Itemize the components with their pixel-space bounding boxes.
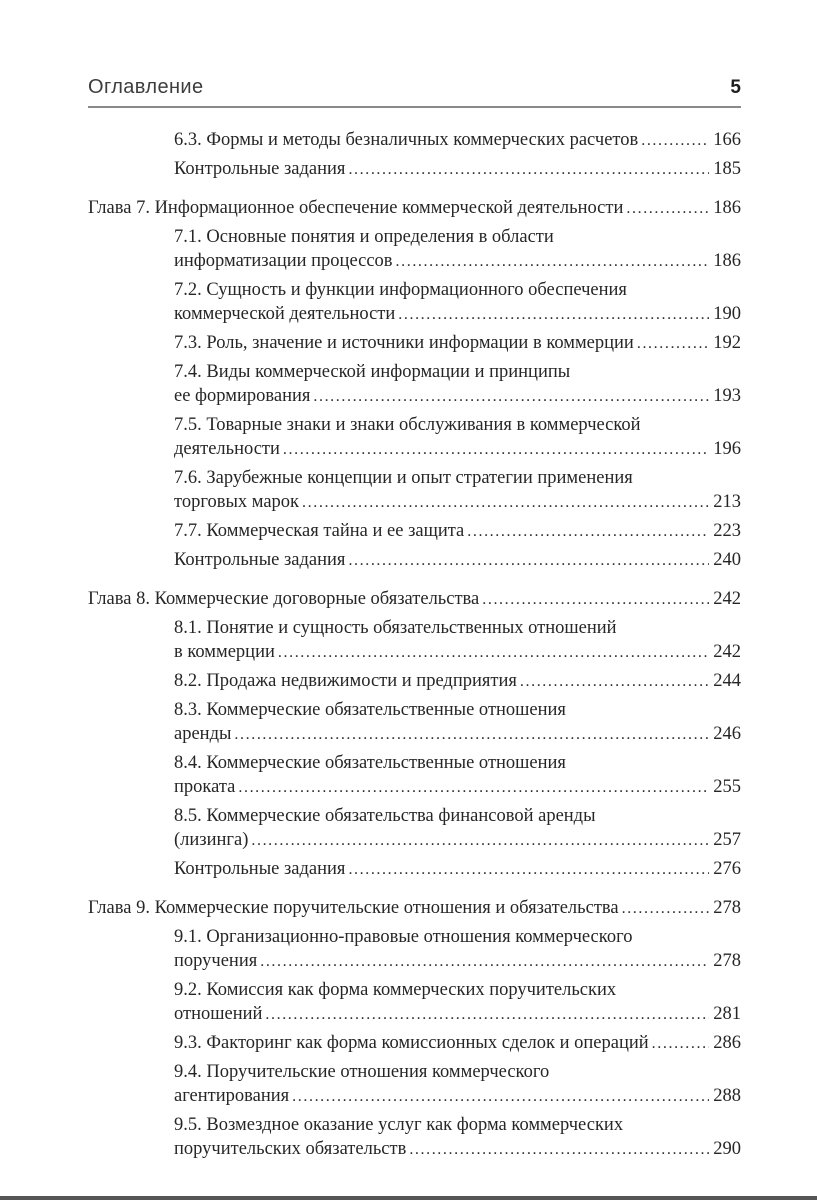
toc-page-number: 223 [713,521,741,541]
toc-entry-text: 7.7. Коммерческая тайна и ее защита [174,521,465,541]
toc-section-entry [174,616,741,665]
toc-entry-row [88,196,741,221]
dot-leader [652,1031,710,1056]
toc-entry-row [174,1031,741,1056]
toc-entry-text: Контрольные задания [174,159,346,179]
toc-entry-row [174,157,741,182]
toc-entry-text: 9.3. Факторинг как форма комиссионных сделок и операций [174,1033,649,1053]
toc-entry-text: агентирования [174,1086,290,1106]
toc-page-number: 278 [713,951,741,971]
toc-entry-text: проката [174,777,236,797]
toc-page-number: 192 [713,333,741,353]
toc-entry-text: 8.4. Коммерческие обязательственные отношения [174,753,566,773]
toc-section-entry [174,751,741,800]
toc-entry-row [174,490,741,515]
dot-leader [637,331,709,356]
toc-page-number: 255 [713,777,741,797]
dot-leader [260,949,709,974]
toc-entry-row [174,302,741,327]
toc-section-entry [174,360,741,409]
dot-leader [520,669,709,694]
toc-page-number: 186 [713,198,741,218]
dot-leader [409,1137,709,1162]
dot-leader [467,519,709,544]
toc-entry-text: 7.4. Виды коммерческой информации и принципы [174,362,571,382]
toc-entry-text: Контрольные задания [174,550,346,570]
toc-entry-text: 8.5. Коммерческие обязательства финансовой аренды [174,806,596,826]
toc-entry-text: поручительских обязательств [174,1139,407,1159]
dot-leader [292,1084,709,1109]
toc-page-number: 244 [713,671,741,691]
toc-entry-row [174,1084,741,1109]
toc-page-number: 257 [713,830,741,850]
toc-entry-row [174,722,741,747]
toc-page-number: 286 [713,1033,741,1053]
table-of-contents [88,128,741,1166]
toc-chapter-entry [88,896,741,921]
toc-entry-text: 8.2. Продажа недвижимости и предприятия [174,671,517,691]
toc-entry-text: 9.1. Организационно-правовые отношения коммерческого [174,927,633,947]
toc-entry-row [174,331,741,356]
toc-entry-row [174,519,741,544]
toc-section-entry [174,1060,741,1109]
toc-entry-row [174,775,741,800]
toc-entry-text: информатизации процессов [174,251,393,271]
dot-leader [641,128,709,153]
toc-entry-text: отношений [174,1004,263,1024]
toc-section-entry [174,128,741,153]
toc-page-number: 246 [713,724,741,744]
toc-entry-row [174,128,741,153]
toc-section-entry [174,804,741,853]
toc-entry-row [174,1002,741,1027]
toc-section-entry [174,466,741,515]
toc-section-entry [174,225,741,274]
dot-leader [348,548,709,573]
toc-entry-row [174,828,741,853]
toc-entry-text: деятельности [174,439,280,459]
toc-entry-text: Контрольные задания [174,859,346,879]
dot-leader [283,437,709,462]
dot-leader [396,249,710,274]
page-edge [0,1196,817,1200]
toc-section-entry [174,978,741,1027]
dot-leader [622,896,710,921]
toc-page-number: 213 [713,492,741,512]
toc-entry-row [174,249,741,274]
toc-section-entry [174,413,741,462]
page-header [88,76,741,108]
toc-entry-text: Глава 7. Информационное обеспечение коммерческой деятельности [88,198,624,218]
toc-entry-text: (лизинга) [174,830,249,850]
toc-page-number: 281 [713,1004,741,1024]
toc-section-entry [174,669,741,694]
toc-entry-text: 7.6. Зарубежные концепции и опыт стратегии применения [174,468,633,488]
page-number: 5 [730,77,741,98]
toc-page-number: 186 [713,251,741,271]
toc-section-entry [174,925,741,974]
toc-entry-row [174,437,741,462]
toc-entry-text: торговых марок [174,492,300,512]
toc-entry-text: 9.4. Поручительские отношения коммерческого [174,1062,550,1082]
toc-entry-text: 7.3. Роль, значение и источники информации в коммерции [174,333,634,353]
dot-leader [251,828,709,853]
toc-page-number: 193 [713,386,741,406]
dot-leader [278,640,709,665]
toc-chapter-entry [88,196,741,221]
toc-section-entry [174,157,741,182]
dot-leader [482,587,709,612]
toc-section-entry [174,278,741,327]
toc-entry-row [174,1137,741,1162]
toc-page-number: 242 [713,589,741,609]
dot-leader [234,722,709,747]
toc-section-entry [174,698,741,747]
toc-entry-text: ее формирования [174,386,311,406]
toc-entry-text: 7.5. Товарные знаки и знаки обслуживания в коммерческой [174,415,641,435]
toc-entry-text: 6.3. Формы и методы безналичных коммерческих расчетов [174,130,639,150]
toc-entry-row [174,640,741,665]
toc-page-number: 185 [713,159,741,179]
toc-page-number: 290 [713,1139,741,1159]
toc-page-number: 242 [713,642,741,662]
toc-entry-text: в коммерции [174,642,275,662]
toc-entry-text: 7.1. Основные понятия и определения в области [174,227,554,247]
dot-leader [626,196,709,221]
toc-section-entry [174,1113,741,1162]
toc-entry-text: коммерческой деятельности [174,304,396,324]
toc-section-entry [174,331,741,356]
toc-page-number: 190 [713,304,741,324]
toc-entry-row [174,669,741,694]
toc-entry-text: 9.2. Комиссия как форма коммерческих поручительских [174,980,617,1000]
toc-entry-text: поручения [174,951,258,971]
dot-leader [302,490,709,515]
toc-page-number: 278 [713,898,741,918]
toc-section-entry [174,548,741,573]
toc-entry-row [174,384,741,409]
toc-page-number: 196 [713,439,741,459]
toc-entry-row [88,587,741,612]
toc-entry-text: 7.2. Сущность и функции информационного обеспечения [174,280,627,300]
toc-page-number: 288 [713,1086,741,1106]
dot-leader [398,302,709,327]
toc-entry-text: 9.5. Возмездное оказание услуг как форма коммерческих [174,1115,624,1135]
toc-page-number: 240 [713,550,741,570]
toc-entry-row [88,896,741,921]
toc-section-entry [174,1031,741,1056]
toc-entry-text: аренды [174,724,232,744]
toc-entry-row [174,949,741,974]
toc-chapter-entry [88,587,741,612]
toc-section-entry [174,857,741,882]
page-header-title: Оглавление [88,76,204,98]
toc-entry-text: Глава 8. Коммерческие договорные обязательства [88,589,480,609]
toc-entry-text: 8.3. Коммерческие обязательственные отношения [174,700,566,720]
toc-page-number: 166 [713,130,741,150]
dot-leader [348,857,709,882]
dot-leader [313,384,709,409]
dot-leader [348,157,709,182]
toc-entry-row [174,548,741,573]
dot-leader [265,1002,709,1027]
toc-section-entry [174,519,741,544]
toc-entry-row [174,857,741,882]
toc-page-number: 276 [713,859,741,879]
dot-leader [238,775,709,800]
toc-entry-text: Глава 9. Коммерческие поручительские отношения и обязательства [88,898,619,918]
toc-entry-text: 8.1. Понятие и сущность обязательственных отношений [174,618,617,638]
